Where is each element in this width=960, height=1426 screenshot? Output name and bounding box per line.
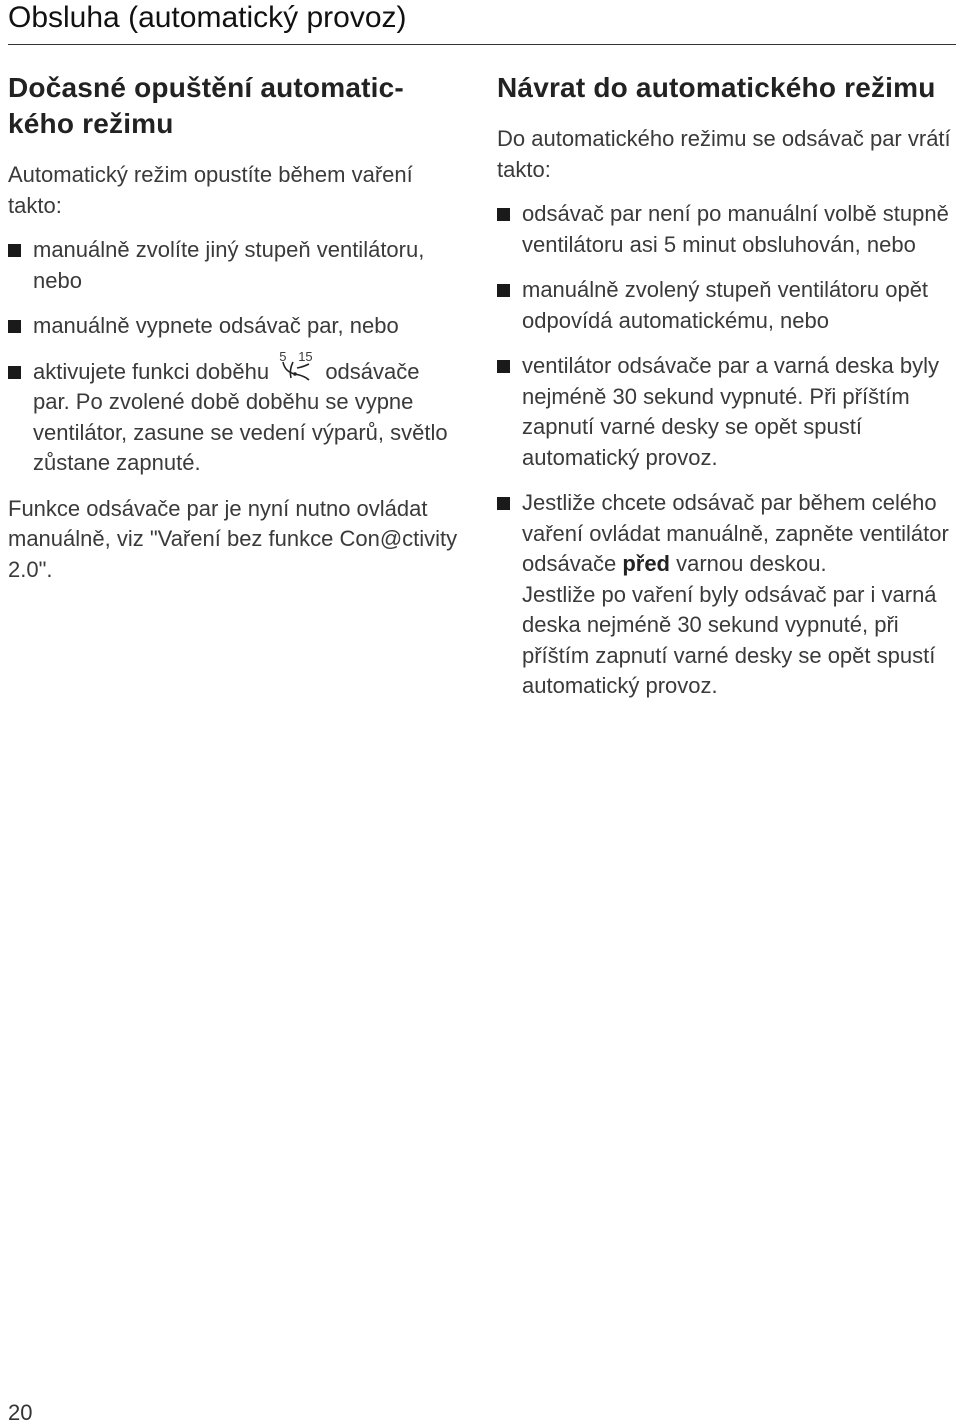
list-item-text: odsávač par není po manuální volbě stupně ventilátoru asi 5 minut obsluhován, nebo [522,201,949,257]
list-item-text: odsávače par. Po zvolené době doběhu se vypne ventilátor, zasune se vedení výparů, světlo zůstane zapnuté. [33,358,448,475]
list-item-text: manuálně zvolíte jiný stupeň ventilátoru, nebo [33,237,425,293]
list-item-text: Jestliže chcete odsávač par během celého vaření ovládat manuálně, zapněte ventilátor odsávače [522,490,949,576]
bullet-square-icon [497,208,510,221]
bullet-square-icon [8,244,21,257]
closing-paragraph: Funkce odsávače par je nyní nutno ovládat manuálně, viz "Vaření bez funkce Con@ctivity 2.0". [8,495,458,582]
list-item-text: manuálně vypnete odsávač par, nebo [33,313,399,338]
exit-conditions-list [8,235,460,479]
list-item [8,311,460,342]
runon-5-label: 5 [279,348,287,364]
section-heading-return-auto: Návrat do automatického režimu [497,72,936,103]
left-column [8,70,460,585]
list-item [497,488,957,702]
list-item-text: varnou deskou. [676,551,827,576]
section-intro: Automatický režim opustíte během vaření takto: [8,162,413,218]
list-item [8,348,460,479]
bullet-square-icon [497,284,510,297]
bullet-square-icon [8,366,21,379]
title-divider [8,44,956,45]
section-intro: Do automatického režimu se odsávač par vrátí takto: [497,126,951,182]
fan-runon-icon [279,348,315,382]
bullet-square-icon [8,320,21,333]
right-column [497,70,957,717]
list-item-text: Jestliže po vaření byly odsávač par i varná deska nejméně 30 sekund vypnuté, při příštím zapnutí varné desky se opět spustí automatický provoz. [522,581,937,698]
bullet-square-icon [497,360,510,373]
section-heading-temporary-exit: Dočasné opuštění automatického režimu [8,72,404,139]
list-item [497,275,957,336]
list-item-text: aktivujete funkci doběhu [33,358,270,384]
page-number: 20 [8,1400,33,1425]
list-item-text: manuálně zvolený stupeň ventilátoru opět odpovídá automatickému, nebo [522,277,929,333]
list-item [497,351,957,473]
emphasis-before: před [622,551,670,576]
list-item [497,199,957,260]
list-item [8,235,460,296]
list-item-text: ventilátor odsávače par a varná deska byly nejméně 30 sekund vypnuté. Při příštím zapnutí varné desky se opět spustí automatický provoz. [522,353,940,470]
bullet-square-icon [497,497,510,510]
page-title: Obsluha (automatický provoz) [8,1,407,34]
return-conditions-list [497,199,957,702]
runon-15-label: 15 [298,348,313,364]
